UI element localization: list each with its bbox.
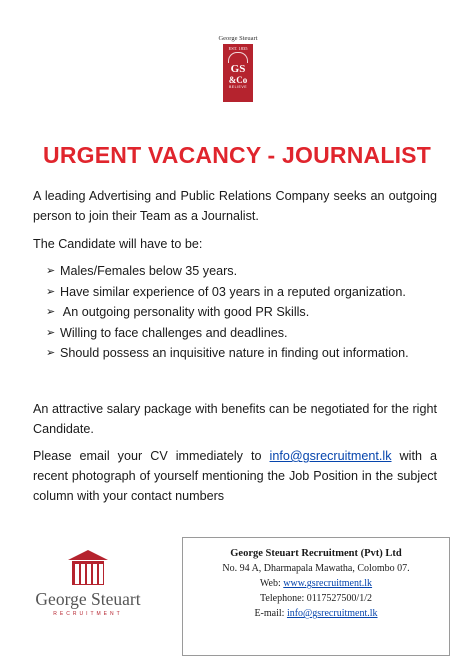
logo-monogram: GS — [230, 63, 246, 75]
building-icon — [68, 550, 108, 586]
logo-established: EST. 1835 — [228, 46, 248, 51]
contact-box — [182, 537, 450, 656]
arrow-bullet-icon: ➢ — [46, 326, 56, 339]
list-item: ➢ An outgoing personality with good PR Skills. — [46, 302, 446, 323]
website-link[interactable]: www.gsrecruitment.lk — [283, 578, 373, 589]
recruitment-logo — [28, 550, 148, 617]
recruitment-logo-name: George Steuart — [35, 589, 141, 609]
apply-email-link[interactable]: info@gsrecruitment.lk — [269, 449, 392, 463]
logo-monogram-co: &Co — [228, 75, 248, 85]
contact-address: No. 94 A, Dharmapala Mawatha, Colombo 07. — [222, 563, 410, 574]
intro-paragraph: A leading Advertising and Public Relations Company seeks an outgoing person to join their Team as a Journalist. — [33, 189, 437, 223]
list-item: ➢ Willing to face challenges and deadlines. — [46, 323, 446, 344]
arrow-bullet-icon: ➢ — [46, 285, 56, 298]
contact-company: George Steuart Recruitment (Pvt) Ltd — [230, 548, 402, 559]
contact-email-link[interactable]: info@gsrecruitment.lk — [286, 608, 378, 619]
contact-web: Web: www.gsrecruitment.lk — [259, 578, 373, 589]
salary-paragraph: An attractive salary package with benefits can be negotiated for the right Candidate. — [33, 402, 437, 436]
candidate-heading: The Candidate will have to be: — [33, 237, 203, 251]
arrow-bullet-icon: ➢ — [46, 306, 56, 318]
list-item: ➢ Have similar experience of 03 years in a reputed organization. — [46, 282, 446, 303]
list-item: ➢ Males/Females below 35 years. — [46, 261, 446, 282]
logo-brand-text: George Steuart — [218, 35, 258, 42]
arrow-bullet-icon: ➢ — [46, 265, 56, 277]
crown-icon — [228, 52, 248, 63]
logo-motto: BELIEVE — [228, 85, 248, 89]
apply-paragraph: Please email your CV immediately to info@gsrecruitment.lk with a recent photograph of yourself mentioning the Job Position in the subject column with your contact numbers — [33, 449, 441, 503]
arrow-bullet-icon: ➢ — [46, 347, 56, 359]
contact-telephone: Telephone: 0117527500/1/2 — [260, 593, 372, 604]
logo-shield — [223, 44, 253, 102]
contact-email: E-mail: info@gsrecruitment.lk — [254, 608, 378, 619]
list-item: ➢ Should possess an inquisitive nature in finding out information. — [46, 343, 446, 364]
requirements-list — [46, 261, 446, 364]
page-title: URGENT VACANCY - JOURNALIST — [43, 142, 431, 168]
company-logo — [200, 35, 276, 107]
recruitment-logo-sub: RECRUITMENT — [53, 611, 123, 617]
